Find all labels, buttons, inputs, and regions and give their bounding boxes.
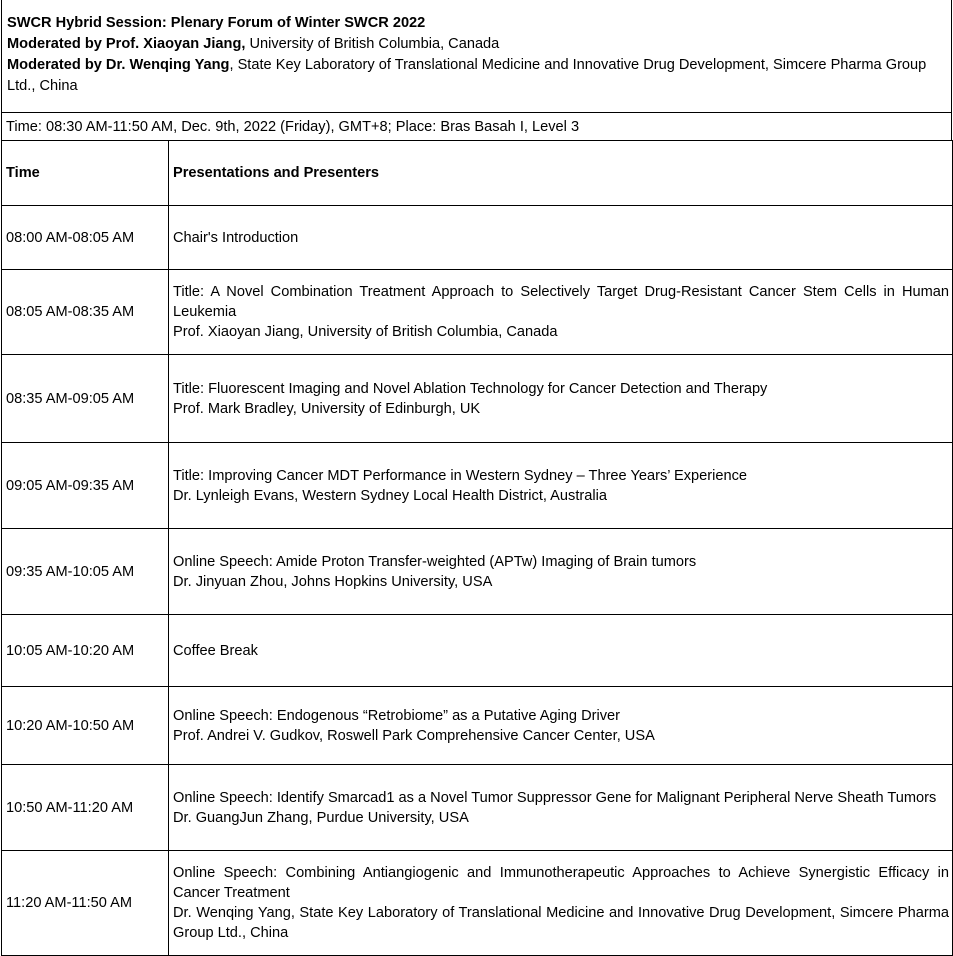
moderator-2 — [7, 55, 951, 97]
row-presentation: Title: Improving Cancer MDT Performance in Western Sydney – Three Years’ Experience Dr. Lynleigh Evans, Western Sydney Local Health District, Australia — [169, 443, 953, 529]
moderator-2-affiliation: , State Key Laboratory of Translational Medicine and Innovative Drug Development, Simcere Pharma Group Ltd., China — [7, 57, 927, 94]
row-time: 08:35 AM-09:05 AM — [2, 355, 169, 443]
moderator-1-affiliation: University of British Columbia, Canada — [245, 36, 500, 52]
table-row — [2, 206, 953, 270]
time-place-info: Time: 08:30 AM-11:50 AM, Dec. 9th, 2022 (Friday), GMT+8; Place: Bras Basah I, Level 3 — [1, 112, 952, 141]
session-header — [1, 0, 952, 113]
table-header-row — [2, 141, 953, 206]
table-row — [2, 851, 953, 956]
row-presentation: Online Speech: Combining Antiangiogenic and Immunotherapeutic Approaches to Achieve Synergistic Efficacy in Cancer Treatment Dr. Wenqing Yang, State Key Laboratory of Translational Medicine and Innovative Drug Development, Simcere Pharma Group Ltd., China — [169, 851, 953, 956]
session-title: SWCR Hybrid Session: Plenary Forum of Winter SWCR 2022 — [7, 15, 426, 31]
row-time: 09:05 AM-09:35 AM — [2, 443, 169, 529]
row-presentation: Coffee Break — [169, 615, 953, 687]
moderator-1-name: Moderated by Prof. Xiaoyan Jiang, — [7, 36, 246, 52]
row-presentation: Title: Fluorescent Imaging and Novel Ablation Technology for Cancer Detection and Therapy Prof. Mark Bradley, University of Edinburgh, UK — [169, 355, 953, 443]
moderator-2-name: Moderated by Dr. Wenqing Yang — [7, 57, 230, 73]
table-row — [2, 765, 953, 851]
row-presentation: Online Speech: Amide Proton Transfer-weighted (APTw) Imaging of Brain tumors Dr. Jinyuan Zhou, Johns Hopkins University, USA — [169, 529, 953, 615]
row-time: 08:00 AM-08:05 AM — [2, 206, 169, 270]
row-presentation: Online Speech: Endogenous “Retrobiome” as a Putative Aging Driver Prof. Andrei V. Gudkov, Roswell Park Comprehensive Cancer Center, USA — [169, 687, 953, 765]
header-presentations: Presentations and Presenters — [169, 141, 953, 206]
row-time: 10:50 AM-11:20 AM — [2, 765, 169, 851]
row-presentation: Title: A Novel Combination Treatment Approach to Selectively Target Drug-Resistant Cancer Stem Cells in Human Leukemia Prof. Xiaoyan Jiang, University of British Columbia, Canada — [169, 270, 953, 355]
row-time: 08:05 AM-08:35 AM — [2, 270, 169, 355]
row-presentation: Online Speech: Identify Smarcad1 as a Novel Tumor Suppressor Gene for Malignant Peripheral Nerve Sheath Tumors Dr. GuangJun Zhang, Purdue University, USA — [169, 765, 953, 851]
row-time: 10:05 AM-10:20 AM — [2, 615, 169, 687]
row-time: 10:20 AM-10:50 AM — [2, 687, 169, 765]
table-row — [2, 687, 953, 765]
moderator-1 — [7, 34, 951, 55]
table-row — [2, 529, 953, 615]
table-row — [2, 615, 953, 687]
row-time: 09:35 AM-10:05 AM — [2, 529, 169, 615]
header-time: Time — [2, 141, 169, 206]
row-presentation: Chair's Introduction — [169, 206, 953, 270]
table-row — [2, 270, 953, 355]
table-row — [2, 443, 953, 529]
schedule-table — [1, 140, 953, 956]
row-time: 11:20 AM-11:50 AM — [2, 851, 169, 956]
table-row — [2, 355, 953, 443]
